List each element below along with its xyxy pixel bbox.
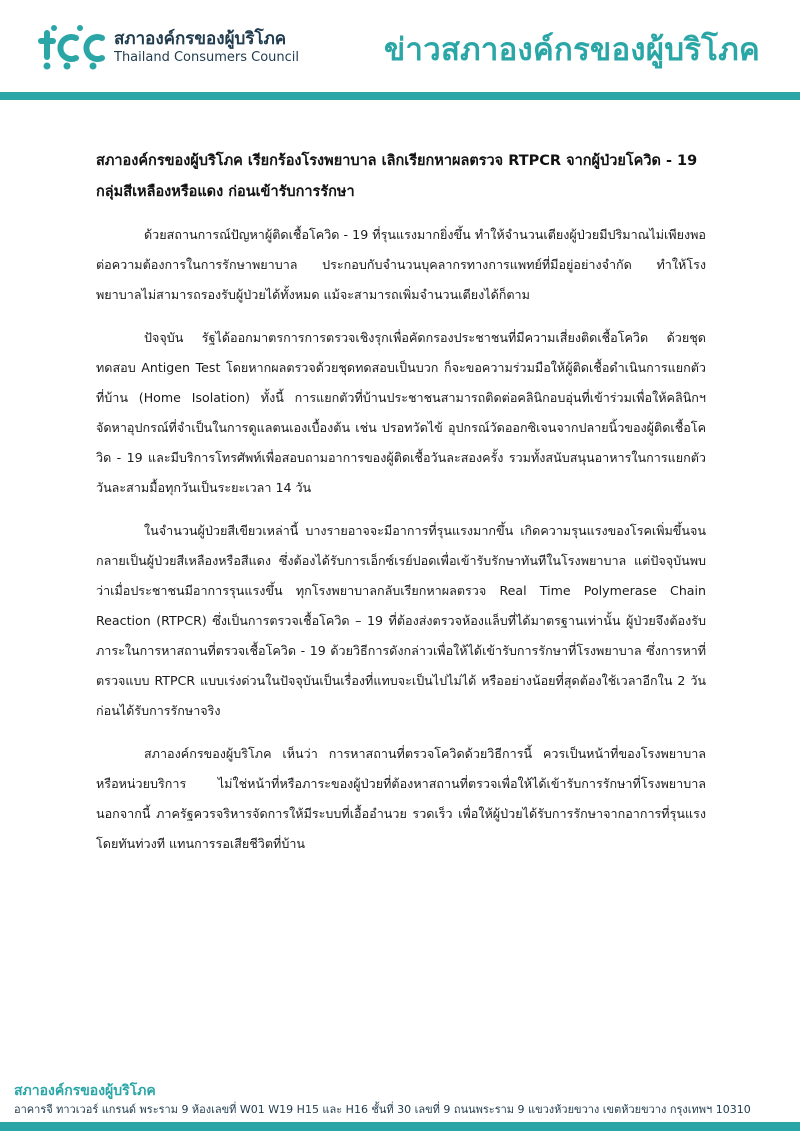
article-paragraph: สภาองค์กรของผู้บริโภค เห็นว่า การหาสถานที่ตรวจโควิดด้วยวิธีการนี้ ควรเป็นหน้าที่ของโรงพยาบาลหรือหน่วยบริการ ไม่ใช่หน้าที่หรือภาระของผู้ป่วยที่ต้องหาสถานที่ตรวจเพื่อให้ได้เข้ารับการรักษาที่โรงพยาบาล นอกจากนี้ ภาครัฐควรจริหารจัดการให้มีระบบที่เอื้ออำนวย รวดเร็ว เพื่อให้ผู้ป่วยได้รับการรักษาจากอาการที่รุนแรงโดยทันท่วงที แทนการรอเสียชีวิตที่บ้าน — [96, 746, 706, 851]
org-logo — [36, 24, 299, 70]
footer-divider — [0, 1122, 800, 1131]
page-header — [0, 0, 800, 100]
article-headline: สภาองค์กรของผู้บริโภค เรียกร้องโรงพยาบาล เลิกเรียกหาผลตรวจ RTPCR จากผู้ป่วยโควิด - 19 กลุ่มสีเหลืองหรือแดง ก่อนเข้ารับการรักษา — [96, 153, 698, 200]
footer-address: อาคารจี ทาวเวอร์ แกรนด์ พระราม 9 ห้องเลขที่ W01 W19 H15 และ H16 ชั้นที่ 30 เลขที่ 9 ถนนพระราม 9 แขวงห้วยขวาง เขตห้วยขวาง กรุงเทพฯ 10310 — [14, 1103, 751, 1116]
org-name-en: Thailand Consumers Council — [114, 50, 300, 65]
article — [96, 146, 706, 872]
org-logo-text — [114, 28, 299, 66]
article-paragraph: ด้วยสถานการณ์ปัญหาผู้ติดเชื้อโควิด - 19 ที่รุนแรงมากยิ่งขึ้น ทำให้จำนวนเตียงผู้ป่วยมีปริมาณไม่เพียงพอต่อความต้องการในการรักษาพยาบาล ประกอบกับจำนวนบุคลากรทางการแพทย์ที่มีอยู่อย่างจำกัด ทำให้โรงพยาบาลไม่สามารถรองรับผู้ป่วยได้ทั้งหมด แม้จะสามารถเพิ่มจำนวนเตียงได้ก็ตาม — [96, 227, 706, 302]
org-name-th: สภาองค์กรของผู้บริโภค — [114, 29, 287, 49]
article-paragraph: ปัจจุบัน รัฐได้ออกมาตรการการตรวจเชิงรุกเพื่อคัดกรองประชาชนที่มีความเสี่ยงติดเชื้อโควิด ด้วยชุดทดสอบ Antigen Test โดยหากผลตรวจด้วยชุดทดสอบเป็นบวก ก็จะขอความร่วมมือให้ผู้ติดเชื้อดำเนินการแยกตัวที่บ้าน (Home Isolation) ทั้งนี้ การแยกตัวที่บ้านประชาชนสามารถติดต่อคลินิกอบอุ่นที่เข้าร่วมเพื่อให้คลินิกฯ จัดหาอุปกรณ์ที่จำเป็นในการดูแลตนเองเบื้องต้น เช่น ปรอทวัดไข้ อุปกรณ์วัดออกซิเจนจากปลายนิ้วของผู้ติดเชื้อโควิด - 19 และมีบริการโทรศัพท์เพื่อสอบถามอาการของผู้ติดเชื้อวันละสองครั้ง รวมทั้งสนับสนุนอาหารในการแยกตัววันละสามมื้อทุกวันเป็นระยะเวลา 14 วัน — [96, 330, 706, 495]
header-divider — [0, 92, 800, 100]
page-footer — [0, 1070, 800, 1131]
article-paragraph: ในจำนวนผู้ป่วยสีเขียวเหล่านี้ บางรายอาจจะมีอาการที่รุนแรงมากขึ้น เกิดความรุนแรงของโรคเพิ่มขึ้นจนกลายเป็นผู้ป่วยสีเหลืองหรือสีแดง ซึ่งต้องได้รับการเอ็กซ์เรย์ปอดเพื่อเข้ารับรักษาทันทีในโรงพยาบาล แต่ปัจจุบันพบว่าเมื่อประชาชนมีอาการรุนแรงขึ้น ทุกโรงพยาบาลกลับเรียกหาผลตรวจ Real Time Polymerase Chain Reaction (RTPCR) ซึ่งเป็นการตรวจเชื้อโควิด – 19 ที่ต้องส่งตรวจห้องแล็บที่ได้มาตรฐานเท่านั้น ผู้ป่วยจึงต้องรับภาระในการหาสถานที่ตรวจเชื้อโควิด - 19 ด้วยวิธีการดังกล่าวเพื่อให้ได้เข้ารับการรักษาที่โรงพยาบาล ซึ่งการหาที่ตรวจแบบ RTPCR แบบเร่งด่วนในปัจจุบันเป็นเรื่องที่แทบจะเป็นไปไม่ได้ หรืออย่างน้อยที่สุดต้องใช้เวลาอีกใน 2 วัน ก่อนได้รับการรักษาจริง — [96, 523, 706, 718]
page-title: ข่าวสภาองค์กรของผู้บริโภค — [384, 32, 760, 68]
tcc-logo-icon — [36, 24, 108, 70]
footer-org-name: สภาองค์กรของผู้บริโภค — [14, 1083, 156, 1099]
